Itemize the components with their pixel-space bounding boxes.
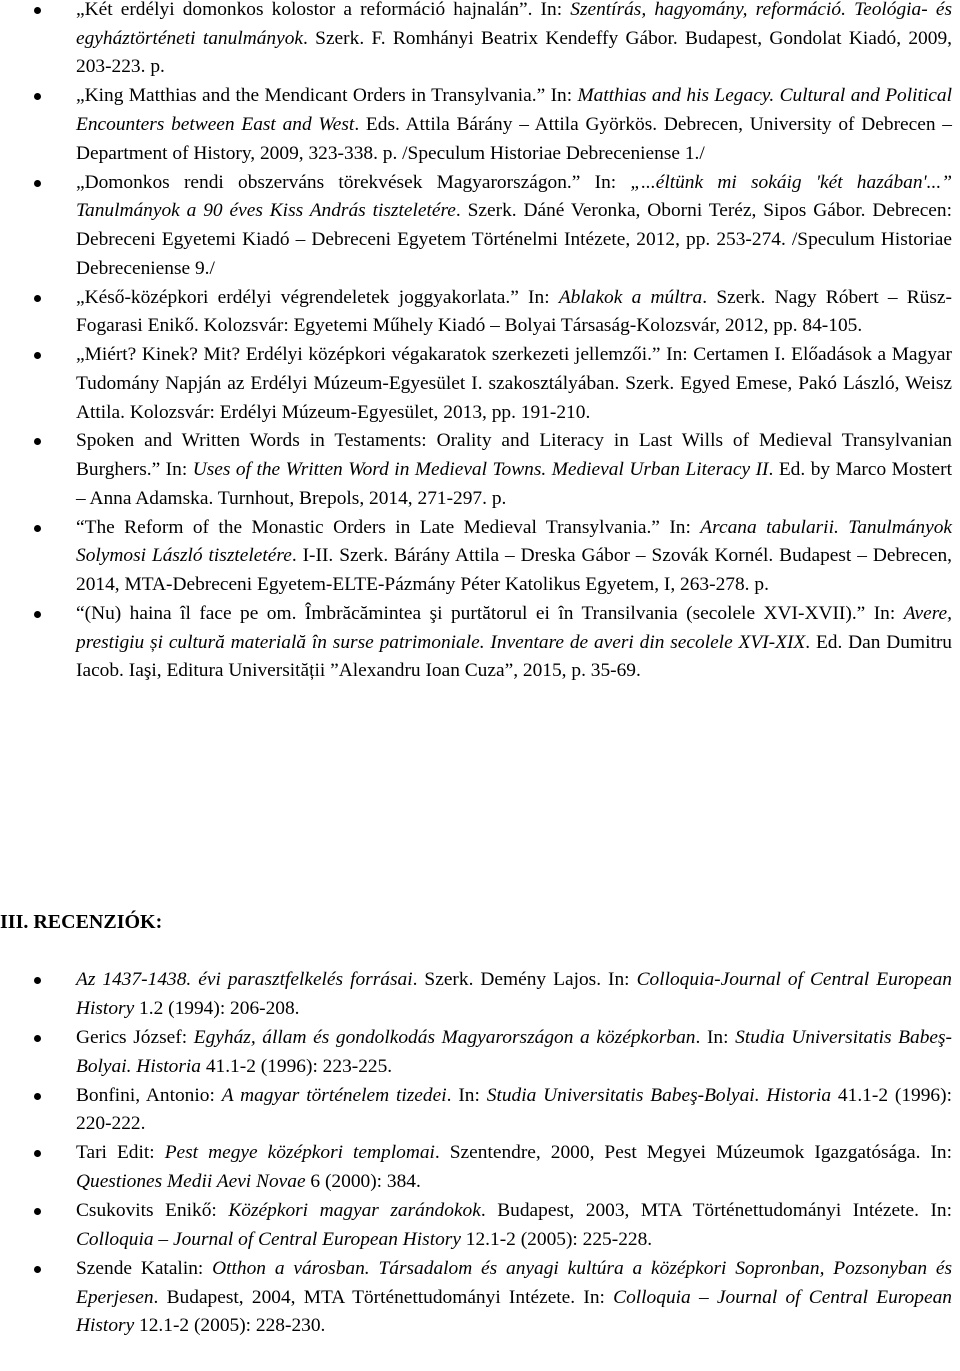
citation-text: . I-II. Szerk. Bárány Attila – Dreska Gábor – Szovák Kornél. Budapest – Debrecen, 2014, MTA-Debreceni Egyetem-ELTE-Pázmány Péter Katolikus Egyetem, I, 263-278. p.: [76, 545, 952, 596]
italic-title-text: Colloquia – Journal of Central European History: [76, 1228, 461, 1250]
citation-text: 41.1-2 (1996): 223-225.: [200, 1055, 393, 1077]
publication-entry: [0, 0, 956, 82]
publication-entry: [0, 82, 956, 168]
citation-text: Spoken and Written Words in Testaments: Orality and Literacy in Last Wills of Medieval Transylvanian Burghers.” In:: [76, 430, 952, 481]
citation-text: Csukovits Enikő:: [76, 1200, 229, 1222]
citation-text: „Késő-középkori erdélyi végrendeletek joggyakorlata.” In:: [76, 286, 559, 308]
citation-text: 1.2 (1994): 206-208.: [134, 997, 300, 1019]
citation-text: . Ed. by Marco Mostert – Anna Adamska. Turnhout, Brepols, 2014, 271-297. p.: [76, 459, 952, 509]
citation-text: . Eds. Attila Bárány – Attila Györkös. Debrecen, University of Debrecen – Department of History, 2009, 323-338. p. /Speculum Historiae Debreceniense 1./: [76, 114, 952, 164]
review-entry: [0, 1255, 956, 1341]
bullet-icon: [34, 180, 41, 187]
italic-title-text: Egyház, állam és gondolkodás Magyarországon a középkorban: [193, 1026, 696, 1048]
italic-title-text: Questiones Medii Aevi Novae: [76, 1171, 306, 1193]
review-entry: [0, 1024, 956, 1081]
citation-text: Bonfini, Antonio:: [76, 1084, 222, 1106]
italic-title-text: Colloquia-Journal of Central European History: [76, 969, 953, 1019]
review-entry: [0, 1082, 956, 1139]
bullet-icon: [34, 295, 41, 302]
citation-text: . Szentendre, 2000, Pest Megyei Múzeumok Igazgatósága. In:: [434, 1142, 952, 1164]
citation-text: . In:: [695, 1026, 736, 1048]
italic-title-text: Szentírás, hagyomány, reformáció. Teológia- és egyháztörténeti tanulmányok: [76, 0, 952, 49]
bullet-icon: [34, 352, 41, 359]
citation-text: 6 (2000): 384.: [305, 1171, 421, 1193]
bullet-icon: [34, 611, 41, 618]
publication-entry: [0, 169, 956, 284]
citation-text: . Szerk. Demény Lajos. In:: [412, 969, 637, 990]
bullet-icon: [34, 1266, 41, 1273]
citation-text: 12.1-2 (2005): 228-230.: [134, 1315, 326, 1337]
citation-text: . Budapest, 2004, MTA Történettudományi Intézete. In:: [153, 1286, 614, 1308]
italic-title-text: Matthias and his Legacy. Cultural and Political Encounters between East and West: [76, 85, 952, 135]
italic-title-text: Otthon a városban. Társadalom és anyagi kultúra a középkori Sopronban, Pozsonyban és Eperjesen: [76, 1257, 952, 1308]
bullet-icon: [34, 1093, 41, 1100]
italic-title-text: Studia Universitatis Babeş-Bolyai. Historia: [76, 1026, 952, 1077]
publication-entry: [0, 600, 956, 686]
italic-title-text: Ablakok a múltra: [558, 286, 703, 308]
citation-text: . Szerk. Dáné Veronka, Oborni Teréz, Sipos Gábor. Debrecen: Debreceni Egyetemi Kiadó – Debreceni Egyetem Történelmi Intézete, 2012, pp. 253-274. /Speculum Historiae Debreceniense 9./: [76, 200, 952, 279]
italic-title-text: A magyar történelem tizedei: [221, 1084, 447, 1106]
bullet-icon: [34, 525, 41, 532]
citation-text: . Szerk. Nagy Róbert – Rüsz-Fogarasi Enikő. Kolozsvár: Egyetemi Műhely Kiadó – Bolyai Társaság-Kolozsvár, 2012, pp. 84-105.: [76, 286, 952, 337]
bullet-icon: [34, 93, 41, 100]
bullet-icon: [34, 1035, 41, 1042]
citation-text: „Két erdélyi domonkos kolostor a reformáció hajnalán”. In:: [76, 0, 571, 20]
publications-list: [0, 0, 956, 686]
publication-entry: [0, 341, 956, 427]
section-heading: III. RECENZIÓK:: [0, 911, 163, 933]
italic-title-text: Uses of the Written Word in Medieval Towns. Medieval Urban Literacy II: [192, 459, 769, 481]
bullet-icon: [34, 7, 41, 14]
bullet-icon: [34, 977, 41, 984]
bullet-icon: [34, 438, 41, 445]
review-entry: [0, 966, 956, 1023]
citation-text: “The Reform of the Monastic Orders in Late Medieval Transylvania.” In:: [76, 516, 701, 538]
citation-text: Tari Edit:: [76, 1142, 165, 1164]
citation-text: 41.1-2 (1996): 220-222.: [76, 1084, 952, 1135]
citation-text: . Szerk. F. Romhányi Beatrix Kendeffy Gábor. Budapest, Gondolat Kiadó, 2009, 203-223. p.: [76, 27, 952, 78]
citation-text: 12.1-2 (2005): 225-228.: [460, 1228, 653, 1250]
bullet-icon: [34, 1150, 41, 1157]
publication-entry: [0, 284, 956, 341]
italic-title-text: Avere, prestigiu și cultură materială în surse patrimoniale. Inventare de averi din secolele XVI-XIX: [76, 603, 952, 653]
citation-text: Gerics József:: [76, 1026, 194, 1048]
italic-title-text: Studia Universitatis Babeş-Bolyai. Historia: [486, 1084, 832, 1106]
citation-text: Szende Katalin:: [76, 1257, 213, 1279]
citation-text: . Ed. Dan Dumitru Iacob. Iaşi, Editura Universității ”Alexandru Ioan Cuza”, 2015, p. 35-69.: [76, 631, 952, 682]
italic-title-text: Az 1437-1438. évi parasztfelkelés forrásai: [76, 969, 413, 990]
italic-title-text: Colloquia – Journal of Central European History: [76, 1286, 952, 1337]
citation-text: “(Nu) haina îl face pe om. Îmbrăcămintea şi purtătorul ei în Transilvania (secolele XVI-XVII).” In:: [76, 603, 904, 625]
citation-text: „Domonkos rendi obszerváns törekvések Magyarországon.” In:: [76, 171, 631, 193]
publication-entry: [0, 514, 956, 600]
citation-text: „Miért? Kinek? Mit? Erdélyi középkori végakaratok szerkezeti jellemzői.” In: Certamen I. Előadások a Magyar Tudomány Napján az Erdélyi Múzeum-Egyesület I. szakosztályában. Szerk. Egyed Emese, Pakó László, Weisz Attila. Kolozsvár: Erdélyi Múzeum-Egyesület, 2013, pp. 191-210.: [76, 344, 952, 423]
review-entry: [0, 1197, 956, 1254]
italic-title-text: „...éltünk mi sokáig 'két hazában'...” Tanulmányok a 90 éves Kiss András tiszteletére: [76, 171, 953, 222]
citation-text: „King Matthias and the Mendicant Orders in Transylvania.” In:: [76, 85, 578, 107]
citation-text: . Budapest, 2003, MTA Történettudományi Intézete. In:: [480, 1200, 952, 1222]
italic-title-text: Pest megye középkori templomai: [164, 1142, 435, 1164]
publication-entry: [0, 427, 956, 513]
italic-title-text: Arcana tabularii. Tanulmányok Solymosi László tiszteletére: [76, 516, 952, 567]
italic-title-text: Középkori magyar zarándokok: [228, 1200, 481, 1222]
review-entry: [0, 1139, 956, 1196]
reviews-list: [0, 966, 956, 1341]
citation-text: . In:: [446, 1084, 487, 1106]
bullet-icon: [34, 1208, 41, 1215]
